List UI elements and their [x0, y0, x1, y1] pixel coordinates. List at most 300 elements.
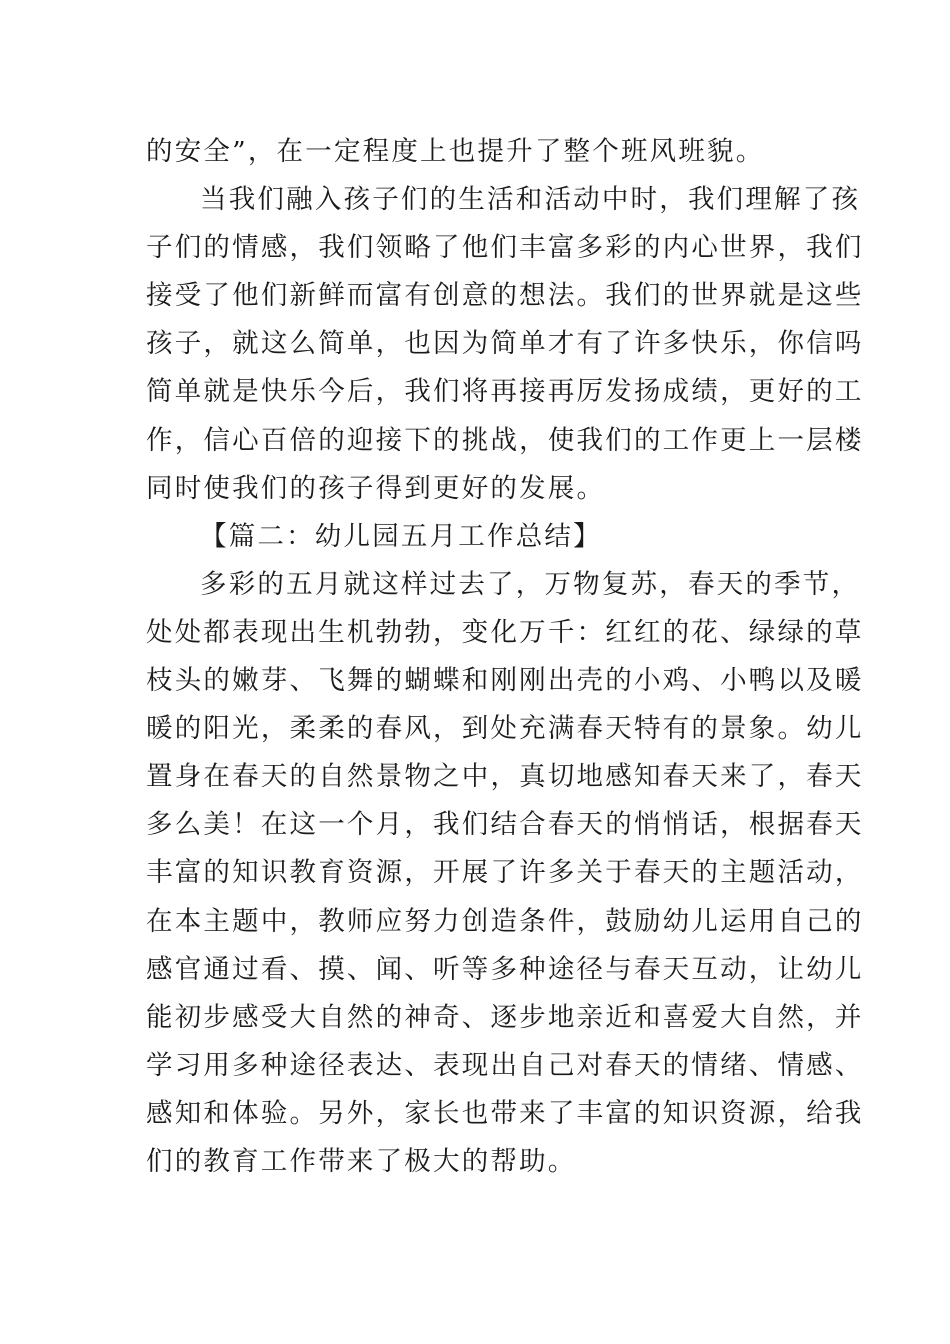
text-char: 中: [260, 905, 290, 937]
text-char: 的: [691, 713, 721, 745]
text-char: 这: [289, 809, 319, 841]
text-char: 感: [806, 1049, 835, 1081]
text-char: ！: [232, 809, 261, 841]
text-char: 扬: [633, 376, 663, 408]
text-char: 法: [547, 280, 577, 312]
text-char: 丰: [146, 857, 175, 889]
text-char: 才: [547, 328, 577, 360]
text-char: 春: [806, 761, 835, 793]
text-char: 们: [400, 184, 430, 216]
text-char: 途: [289, 1049, 319, 1081]
text-char: 为: [461, 328, 491, 360]
text-char: ，: [515, 568, 545, 600]
text-char: 家: [404, 1097, 434, 1129]
text-char: 知: [662, 1097, 692, 1129]
text-char: ：: [576, 616, 606, 648]
text-char: 自: [318, 1001, 347, 1033]
text-char: 绿: [748, 616, 778, 648]
text-char: 置: [146, 761, 175, 793]
text-char: 刚: [490, 665, 520, 697]
text-char: 们: [257, 184, 287, 216]
text-char: 过: [232, 953, 261, 985]
text-char: 表: [346, 1049, 376, 1081]
text-char: 物: [573, 568, 602, 600]
text-char: 的: [346, 713, 376, 745]
text-char: 小: [720, 665, 749, 697]
text-char: 儿: [691, 905, 721, 937]
text-char: 悄: [662, 809, 692, 841]
text-char: 春: [605, 1049, 634, 1081]
text-char: 解: [774, 184, 803, 216]
text-char: 快: [691, 328, 721, 360]
text-char: 活: [777, 857, 807, 889]
text-line: [146, 898, 864, 946]
text-char: 出: [490, 1049, 520, 1081]
text-char: 鲜: [318, 280, 347, 312]
text-char: 春: [633, 953, 663, 985]
text-char: 和: [633, 1001, 663, 1033]
text-char: 天: [260, 761, 290, 793]
text-char: 的: [318, 424, 347, 456]
text-char: 柔: [318, 713, 347, 745]
text-char: ，: [404, 809, 434, 841]
text-line: [146, 368, 864, 416]
text-char: 一: [318, 809, 347, 841]
text-char: 天: [834, 809, 864, 841]
text-char: 花: [691, 616, 721, 648]
text-char: 长: [433, 1097, 462, 1129]
text-char: 主: [720, 857, 749, 889]
text-char: 、: [748, 1049, 778, 1081]
text-char: 暖: [834, 665, 864, 697]
text-char: 的: [633, 232, 663, 264]
text-char: 创: [461, 905, 491, 937]
text-char: 的: [433, 424, 462, 456]
text-char: 让: [777, 953, 807, 985]
text-char: 天: [662, 953, 692, 985]
text-line: [146, 849, 864, 897]
text-char: 天: [605, 713, 634, 745]
text-char: 暖: [146, 713, 175, 745]
text-char: 们: [461, 809, 491, 841]
text-char: 五: [286, 568, 315, 600]
text-char: 自: [748, 1001, 778, 1033]
text-char: 发: [605, 376, 634, 408]
text-char: 鸡: [662, 665, 692, 697]
text-char: 丰: [576, 1097, 606, 1129]
text-char: 的: [834, 905, 864, 937]
text-char: 舞: [346, 665, 376, 697]
text-char: 信: [806, 328, 835, 360]
text-char: 绪: [720, 1049, 749, 1081]
text-char: 生: [458, 184, 488, 216]
text-char: 芽: [260, 665, 290, 697]
text-char: 天: [576, 809, 606, 841]
text-char: 使: [547, 424, 577, 456]
text-char: 再: [490, 376, 520, 408]
text-char: 感: [605, 761, 634, 793]
text-char: 月: [314, 568, 344, 600]
text-char: 个: [346, 809, 376, 841]
text-char: 一: [777, 424, 807, 456]
text-char: 自: [519, 1049, 548, 1081]
text-char: 丰: [519, 232, 548, 264]
text-line: 们的教育工作带来了极大的帮助。: [146, 1145, 577, 1177]
text-char: 达: [375, 1049, 405, 1081]
text-char: 幼: [806, 713, 835, 745]
text-char: 春: [687, 568, 717, 600]
text-char: 迎: [346, 424, 376, 456]
text-char: 能: [146, 1001, 175, 1033]
text-char: 我: [806, 232, 835, 264]
text-char: 的: [806, 616, 835, 648]
text-char: ，: [203, 328, 233, 360]
text-char: 习: [174, 1049, 204, 1081]
text-char: 景: [720, 713, 749, 745]
text-char: 种: [260, 1049, 290, 1081]
text-char: 领: [375, 232, 405, 264]
text-line: 的安全”，在一定程度上也提升了整个班风班貌。: [146, 136, 765, 167]
text-char: 师: [346, 905, 376, 937]
text-char: 枝: [146, 665, 175, 697]
text-char: 切: [547, 761, 577, 793]
text-char: 有: [662, 713, 692, 745]
text-char: 作: [691, 424, 721, 456]
text-char: 与: [605, 953, 634, 985]
text-char: 了: [547, 1097, 577, 1129]
text-char: 的: [257, 568, 287, 600]
text-char: 简: [146, 376, 175, 408]
text-char: 春: [547, 809, 577, 841]
text-char: 育: [318, 857, 347, 889]
text-char: 世: [720, 232, 749, 264]
text-char: 今: [318, 376, 347, 408]
text-char: 径: [318, 1049, 347, 1081]
text-char: 教: [318, 905, 347, 937]
text-char: 风: [404, 713, 434, 745]
text-char: 近: [605, 1001, 634, 1033]
text-char: ，: [375, 328, 405, 360]
text-char: 源: [375, 857, 405, 889]
text-line: [146, 753, 864, 801]
text-char: 就: [203, 376, 233, 408]
text-char: 都: [203, 616, 233, 648]
text-char: 我: [228, 184, 258, 216]
text-char: 春: [806, 809, 835, 841]
text-char: 用: [203, 1049, 233, 1081]
text-char: 后: [346, 376, 376, 408]
text-char: 感: [260, 232, 290, 264]
text-line: [146, 272, 864, 320]
text-char: 摸: [318, 953, 347, 985]
text-char: 运: [720, 905, 749, 937]
text-char: 情: [777, 1049, 807, 1081]
text-char: 己: [806, 905, 835, 937]
text-char: ，: [777, 1097, 807, 1129]
text-char: 活: [487, 184, 516, 216]
text-char: 真: [519, 761, 548, 793]
text-char: 识: [691, 1097, 721, 1129]
text-char: 了: [487, 568, 516, 600]
text-char: 充: [519, 713, 548, 745]
text-char: 层: [806, 424, 835, 456]
text-char: 是: [777, 280, 807, 312]
text-char: 世: [691, 280, 721, 312]
text-char: 么: [174, 809, 204, 841]
text-char: 彩: [605, 232, 634, 264]
text-char: 大: [289, 1001, 319, 1033]
text-char: 的: [662, 280, 692, 312]
text-char: 造: [490, 905, 520, 937]
text-char: 们: [716, 184, 746, 216]
text-char: 简: [490, 328, 520, 360]
text-char: 、: [404, 1049, 434, 1081]
text-line: [146, 657, 864, 705]
text-line: 同时使我们的孩子得到更好的发展。: [146, 472, 606, 504]
text-char: 这: [372, 568, 401, 600]
text-char: 应: [375, 905, 405, 937]
text-char: 到: [461, 713, 491, 745]
text-char: 心: [232, 424, 261, 456]
text-char: 好: [777, 376, 807, 408]
text-char: 春: [633, 857, 663, 889]
text-char: 现: [260, 616, 290, 648]
text-char: 有: [576, 328, 606, 360]
text-char: 们: [346, 232, 376, 264]
text-char: 蝴: [404, 665, 434, 697]
text-char: 再: [547, 376, 577, 408]
text-char: 受: [260, 1001, 290, 1033]
text-char: 的: [375, 665, 405, 697]
text-char: 资: [346, 857, 376, 889]
text-char: 么: [289, 328, 319, 360]
text-char: 和: [461, 665, 491, 697]
text-char: 教: [289, 857, 319, 889]
text-char: 然: [777, 1001, 807, 1033]
text-char: 受: [174, 280, 204, 312]
text-line: [146, 994, 864, 1042]
text-char: 吗: [834, 328, 864, 360]
text-char: ，: [289, 905, 319, 937]
text-char: 我: [576, 424, 606, 456]
text-char: 。: [777, 713, 807, 745]
text-char: 多: [232, 1049, 261, 1081]
text-char: 地: [576, 761, 606, 793]
text-char: 的: [605, 665, 634, 697]
text-char: 的: [429, 184, 459, 216]
text-char: 、: [289, 665, 319, 697]
text-char: 用: [748, 905, 778, 937]
text-char: 件: [547, 905, 577, 937]
text-char: 子: [372, 184, 401, 216]
text-char: 刚: [519, 665, 548, 697]
text-char: 多: [490, 953, 520, 985]
text-char: 资: [720, 1097, 749, 1129]
text-char: ，: [659, 184, 688, 216]
text-char: 表: [433, 1049, 462, 1081]
text-char: 、: [346, 953, 376, 985]
text-char: 径: [576, 953, 606, 985]
text-char: 许: [519, 857, 548, 889]
text-char: 和: [203, 1097, 233, 1129]
text-char: ，: [720, 376, 749, 408]
text-char: 春: [576, 713, 606, 745]
text-char: ，: [433, 616, 462, 648]
text-char: 的: [633, 424, 663, 456]
text-char: ，: [433, 713, 462, 745]
text-char: 战: [490, 424, 520, 456]
text-char: 展: [461, 857, 491, 889]
text-char: 出: [289, 616, 319, 648]
text-char: 子: [146, 232, 175, 264]
text-line: [146, 561, 861, 609]
text-char: 象: [748, 713, 778, 745]
text-char: 工: [662, 424, 692, 456]
text-char: 知: [232, 857, 261, 889]
text-char: 略: [404, 232, 434, 264]
text-char: 并: [834, 1001, 864, 1033]
text-char: 的: [691, 857, 721, 889]
text-char: 而: [346, 280, 376, 312]
text-char: 生: [318, 616, 347, 648]
text-char: 这: [806, 280, 835, 312]
text-char: 单: [174, 376, 204, 408]
text-char: 步: [519, 1001, 548, 1033]
text-char: 官: [174, 953, 204, 985]
text-char: 动: [720, 953, 749, 985]
text-char: 途: [547, 953, 577, 985]
text-char: 出: [547, 665, 577, 697]
text-char: 感: [146, 953, 175, 985]
text-char: 内: [662, 232, 692, 264]
text-char: ，: [490, 761, 520, 793]
text-char: 学: [146, 1049, 175, 1081]
text-char: 另: [318, 1097, 347, 1129]
text-char: 处: [174, 616, 204, 648]
text-char: 去: [458, 568, 488, 600]
text-char: 大: [720, 1001, 749, 1033]
text-char: 蝶: [433, 665, 462, 697]
text-char: ，: [174, 424, 204, 456]
text-char: 心: [691, 232, 721, 264]
text-char: 知: [633, 761, 663, 793]
text-char: 及: [806, 665, 835, 697]
text-char: 带: [490, 1097, 520, 1129]
text-char: 们: [260, 280, 290, 312]
text-char: 意: [461, 280, 491, 312]
text-char: 鸭: [748, 665, 778, 697]
text-char: 儿: [834, 713, 864, 745]
text-char: 因: [433, 328, 462, 360]
text-char: 作: [146, 424, 175, 456]
text-char: 乐: [720, 328, 749, 360]
text-char: 识: [260, 857, 290, 889]
text-char: 以: [777, 665, 807, 697]
text-char: 通: [203, 953, 233, 985]
text-char: 情: [691, 1049, 721, 1081]
text-char: ，: [831, 568, 861, 600]
text-char: 天: [691, 761, 721, 793]
text-char: 的: [203, 232, 233, 264]
text-char: 验: [260, 1097, 290, 1129]
text-char: 天: [662, 857, 692, 889]
text-char: 然: [346, 1001, 376, 1033]
text-line: [146, 1042, 864, 1090]
text-char: 成: [662, 376, 692, 408]
text-char: 的: [605, 809, 634, 841]
text-char: 有: [404, 280, 434, 312]
text-char: 你: [777, 328, 807, 360]
text-char: 了: [490, 857, 520, 889]
text-char: 的: [174, 713, 204, 745]
text-char: 逐: [490, 1001, 520, 1033]
text-char: 体: [232, 1097, 261, 1129]
text-char: 合: [519, 809, 548, 841]
text-char: 富: [605, 1097, 634, 1129]
text-char: 物: [404, 761, 434, 793]
text-char: 万: [519, 616, 548, 648]
text-char: 就: [748, 280, 778, 312]
text-char: 了: [605, 328, 634, 360]
text-char: 外: [346, 1097, 376, 1129]
text-line: [146, 417, 864, 465]
text-char: ，: [806, 1001, 835, 1033]
text-char: 样: [400, 568, 430, 600]
text-char: 孩: [831, 184, 861, 216]
text-char: 孩: [146, 328, 175, 360]
text-char: 将: [461, 376, 491, 408]
text-char: 处: [146, 616, 175, 648]
text-char: 厉: [576, 376, 606, 408]
text-char: 对: [576, 1049, 606, 1081]
text-char: 等: [461, 953, 491, 985]
text-char: 自: [777, 905, 807, 937]
text-char: 了: [433, 232, 462, 264]
text-char: 本: [174, 905, 204, 937]
text-char: 复: [601, 568, 631, 600]
text-char: 富: [174, 857, 204, 889]
text-char: 理: [745, 184, 775, 216]
text-char: 壳: [576, 665, 606, 697]
text-char: 单: [346, 328, 376, 360]
text-char: 。: [289, 1097, 319, 1129]
text-char: 我: [834, 1097, 864, 1129]
text-char: 鼓: [605, 905, 634, 937]
text-char: 努: [404, 905, 434, 937]
text-char: 接: [519, 376, 548, 408]
text-char: 绩: [691, 376, 721, 408]
text-char: ，: [834, 857, 864, 889]
text-char: 季: [774, 568, 803, 600]
text-char: 题: [232, 905, 261, 937]
text-char: 中: [601, 184, 631, 216]
text-line: [146, 176, 861, 224]
text-char: 地: [547, 1001, 577, 1033]
text-char: 嫩: [232, 665, 261, 697]
text-char: 步: [203, 1001, 233, 1033]
text-char: 力: [433, 905, 462, 937]
text-char: 爱: [691, 1001, 721, 1033]
text-char: 草: [834, 616, 864, 648]
text-char: 己: [547, 1049, 577, 1081]
text-char: 多: [576, 232, 606, 264]
text-char: 也: [404, 328, 434, 360]
text-char: ，: [519, 424, 548, 456]
text-char: 天: [633, 1049, 663, 1081]
text-char: 们: [433, 376, 462, 408]
text-char: 互: [691, 953, 721, 985]
text-char: 源: [748, 1097, 778, 1129]
